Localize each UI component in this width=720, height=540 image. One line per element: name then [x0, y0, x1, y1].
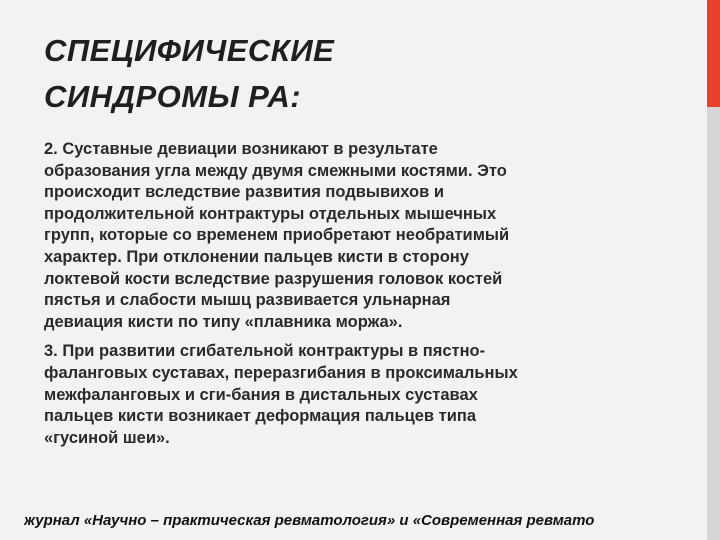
text-line: пальцев кисти возникает деформация пальцев типа	[44, 407, 477, 426]
paragraph-joint-deviations	[44, 139, 674, 333]
text-line: фаланговых суставах, переразгибания в проксимальных	[44, 363, 518, 382]
slide-title-line: СИНДРОМЫ РА:	[44, 79, 302, 114]
paragraph-swan-neck	[44, 341, 674, 449]
text-line: 3. При развитии сгибательной контрактуры в пястно-	[44, 342, 486, 361]
text-line: девиация кисти по типу «плавника моржа».	[44, 312, 403, 331]
slide-title	[44, 28, 664, 120]
slide-body	[44, 139, 674, 457]
text-line: групп, которые со временем приобретают необратимый	[44, 226, 510, 245]
text-line: «гусиной шеи».	[44, 428, 170, 447]
text-line: пястья и слабости мышц развивается ульнарная	[44, 291, 451, 310]
text-line: межфаланговых и сги-бания в дистальных суставах	[44, 385, 478, 404]
accent-bar-red	[707, 0, 720, 107]
accent-bar-grey	[707, 107, 720, 540]
source-footer: журнал «Научно – практическая ревматология» и «Современная ревмато	[24, 512, 595, 529]
text-line: происходит вследствие развития подвывихов и	[44, 183, 444, 202]
text-line: характер. При отклонении пальцев кисти в сторону	[44, 247, 469, 266]
text-line: 2. Суставные девиации возникают в результате	[44, 140, 438, 158]
text-line: продолжительной контрактуры отдельных мышечных	[44, 204, 497, 223]
text-line: локтевой кости вследствие разрушения головок костей	[44, 269, 503, 288]
slide-title-line: СПЕЦИФИЧЕСКИЕ	[44, 33, 335, 68]
text-line: образования угла между двумя смежными костями. Это	[44, 161, 507, 180]
